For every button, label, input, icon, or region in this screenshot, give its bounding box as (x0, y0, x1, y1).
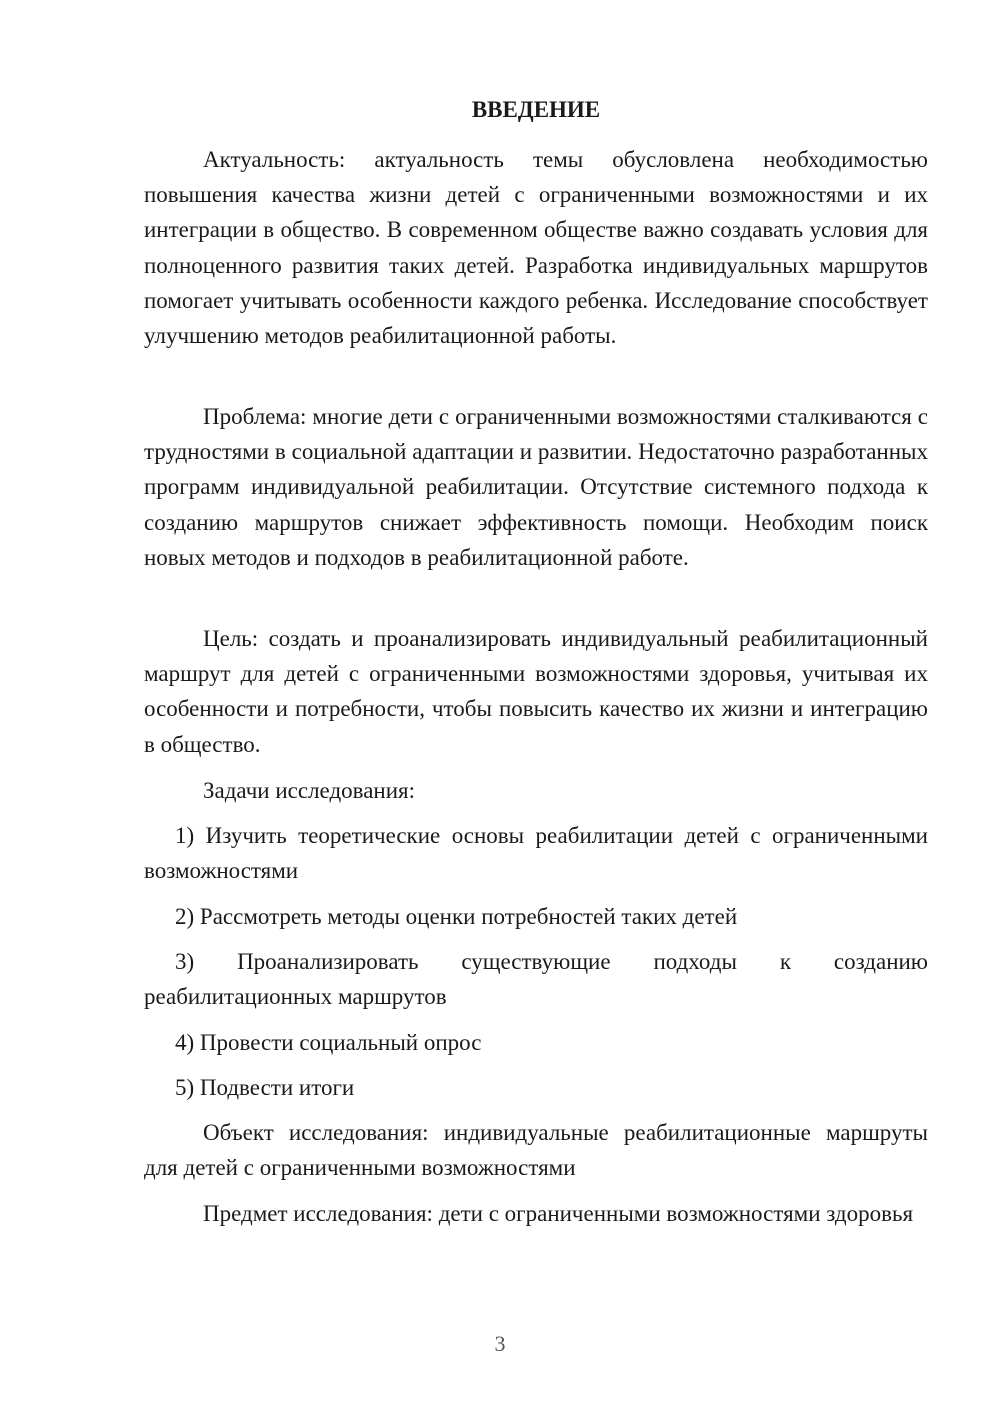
page-title: ВВЕДЕНИЕ (471, 97, 601, 122)
relevance-paragraph: Актуальность: актуальность темы обусловлена необходимостью повышения качества жизни детей с ограниченными возможностями и их интеграции в общество. В современном обществе важно создавать условия для полноценного развития таких детей. Разработка индивидуальных маршрутов помогает учитывать особенности каждого ребенка. Исследование способствует улучшению методов реабилитационной работы. (144, 147, 928, 349)
task-item: 4) Провести социальный опрос (175, 1030, 482, 1055)
object-paragraph: Объект исследования: индивидуальные реабилитационные маршруты для детей с ограниченными возможностями (144, 1120, 928, 1181)
goal-paragraph: Цель: создать и проанализировать индивидуальный реабилитационный маршрут для детей с ограниченными возможностями здоровья, учитывая их особенности и потребности, чтобы повысить качество их жизни и интеграцию в общество. (144, 626, 928, 757)
problem-paragraph: Проблема: многие дети с ограниченными возможностями сталкиваются с трудностями в социальной адаптации и развитии. Недостаточно разработанных программ индивидуальной реабилитации. Отсутствие системного подхода к созданию маршрутов снижает эффективность помощи. Необходим поиск новых методов и подходов в реабилитационной работе. (144, 404, 928, 570)
task-item: 2) Рассмотреть методы оценки потребностей таких детей (175, 904, 738, 929)
subject-paragraph: Предмет исследования: дети с ограниченными возможностями здоровья (203, 1201, 914, 1226)
task-item: 3) Проанализировать существующие подходы к созданию реабилитационных маршрутов (144, 949, 928, 1010)
page-number: 3 (494, 1331, 506, 1356)
tasks-heading: Задачи исследования: (203, 778, 416, 803)
task-item: 1) Изучить теоретические основы реабилитации детей с ограниченными возможностями (144, 823, 928, 884)
task-item: 5) Подвести итоги (175, 1075, 355, 1100)
